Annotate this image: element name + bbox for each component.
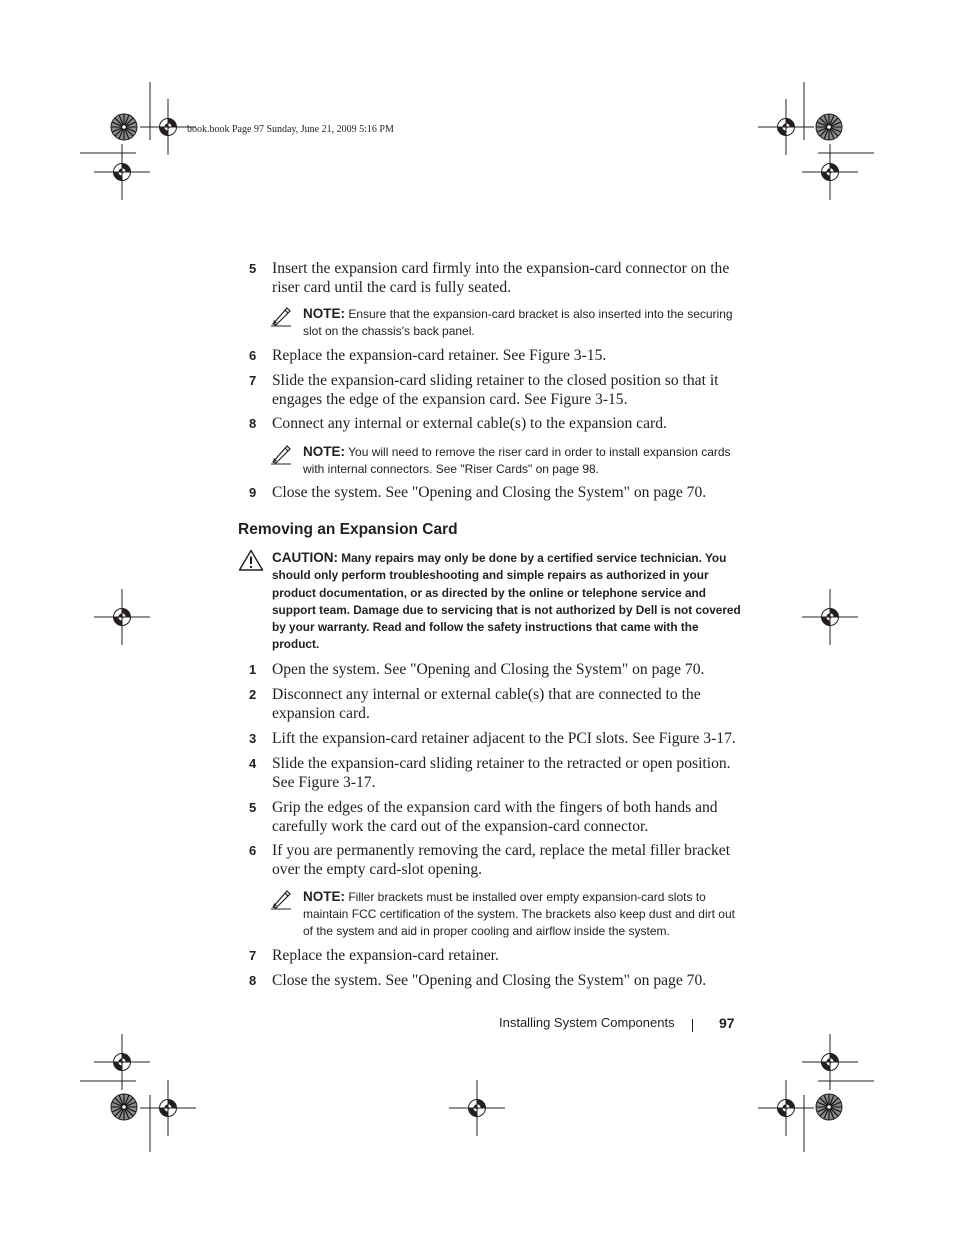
- list-item: [249, 259, 749, 297]
- caution-triangle-icon: [238, 549, 264, 571]
- step-text: Lift the expansion-card retainer adjacent to the PCI slots. See Figure 3-17.: [272, 730, 736, 747]
- note-text: Ensure that the expansion-card bracket is also inserted into the securing slot on the chassis's back panel.: [303, 307, 733, 338]
- color-wheel-icon: [111, 1094, 137, 1120]
- list-item: [249, 946, 749, 965]
- list-item: [249, 798, 749, 836]
- registration-mark-icon: [94, 1034, 150, 1090]
- caution-box: [238, 549, 748, 654]
- registration-mark-icon: [140, 1080, 196, 1136]
- step-number: 8: [249, 416, 257, 431]
- note-box: [270, 888, 740, 940]
- section-heading: Removing an Expansion Card: [238, 521, 458, 538]
- registration-mark-icon: [802, 144, 858, 200]
- registration-mark-icon: [802, 589, 858, 645]
- color-wheel-icon: [816, 114, 842, 140]
- caution-label: CAUTION:: [272, 550, 338, 565]
- step-number: 7: [249, 948, 257, 963]
- step-text: Slide the expansion-card sliding retainer to the closed position so that it engages the edge of the expansion card. See Figure 3-15.: [272, 372, 719, 408]
- step-text: Close the system. See "Opening and Closing the System" on page 70.: [272, 484, 707, 501]
- note-box: [270, 305, 740, 340]
- step-number: 7: [249, 373, 257, 388]
- note-label: NOTE:: [303, 889, 345, 904]
- step-text: Replace the expansion-card retainer.: [272, 947, 499, 964]
- footer-section-title: Installing System Components: [499, 1015, 675, 1030]
- step-text: Grip the edges of the expansion card with the fingers of both hands and carefully work the card out of the expansion-card connector.: [272, 799, 718, 835]
- note-label: NOTE:: [303, 444, 345, 459]
- step-text: Insert the expansion card firmly into the expansion-card connector on the riser card until the card is fully seated.: [272, 260, 730, 296]
- step-number: 6: [249, 348, 257, 363]
- note-pencil-icon: [270, 305, 292, 327]
- list-item: [249, 414, 749, 433]
- step-text: Replace the expansion-card retainer. See Figure 3-15.: [272, 347, 607, 364]
- step-text: If you are permanently removing the card, replace the metal filler bracket over the empty card-slot opening.: [272, 842, 731, 878]
- print-slug: book.book Page 97 Sunday, June 21, 2009 5:16 PM: [187, 124, 394, 135]
- color-wheel-icon: [816, 1094, 842, 1120]
- step-number: 2: [249, 687, 257, 702]
- step-number: 8: [249, 973, 257, 988]
- step-number: 5: [249, 261, 257, 276]
- step-text: Slide the expansion-card sliding retainer to the retracted or open position. See Figure 3-17.: [272, 755, 731, 791]
- registration-mark-icon: [802, 1034, 858, 1090]
- step-number: 6: [249, 843, 257, 858]
- note-text: Filler brackets must be installed over empty expansion-card slots to maintain FCC certification of the system. The brackets also keep dust and dirt out of the system and aid in proper cooling and airflow inside the system.: [303, 890, 735, 938]
- note-pencil-icon: [270, 443, 292, 465]
- step-number: 4: [249, 756, 257, 771]
- footer-divider: [692, 1019, 693, 1032]
- step-number: 3: [249, 731, 257, 746]
- registration-mark-icon: [758, 1080, 814, 1136]
- page-footer: [499, 1015, 735, 1031]
- step-text: Close the system. See "Opening and Closing the System" on page 70.: [272, 972, 707, 989]
- note-pencil-icon: [270, 888, 292, 910]
- list-item: [249, 971, 749, 990]
- registration-mark-icon: [94, 144, 150, 200]
- step-number: 9: [249, 485, 257, 500]
- note-text: You will need to remove the riser card in order to install expansion cards with internal connectors. See "Riser Cards" on page 98.: [303, 445, 731, 476]
- list-item: [249, 660, 749, 679]
- step-number: 5: [249, 800, 257, 815]
- note-label: NOTE:: [303, 306, 345, 321]
- step-text: Open the system. See "Opening and Closing the System" on page 70.: [272, 661, 705, 678]
- registration-mark-icon: [449, 1080, 505, 1136]
- list-item: [249, 685, 749, 723]
- registration-mark-icon: [758, 99, 814, 155]
- color-wheel-icon: [111, 114, 137, 140]
- list-item: [249, 841, 749, 879]
- caution-text: Many repairs may only be done by a certified service technician. You should only perform troubleshooting and simple repairs as authorized in your product documentation, or as directed by the online or telephone service and support team. Damage due to servicing that is not authorized by Dell is not covered by your warranty. Read and follow the safety instructions that came with the product.: [272, 551, 741, 652]
- list-item: [249, 346, 749, 365]
- step-text: Connect any internal or external cable(s) to the expansion card.: [272, 415, 667, 432]
- step-number: 1: [249, 662, 257, 677]
- page-number: 97: [719, 1015, 735, 1031]
- list-item: [249, 371, 749, 409]
- list-item: [249, 729, 749, 748]
- registration-mark-icon: [94, 589, 150, 645]
- list-item: [249, 483, 749, 502]
- step-text: Disconnect any internal or external cable(s) that are connected to the expansion card.: [272, 686, 701, 722]
- note-box: [270, 443, 740, 478]
- list-item: [249, 754, 749, 792]
